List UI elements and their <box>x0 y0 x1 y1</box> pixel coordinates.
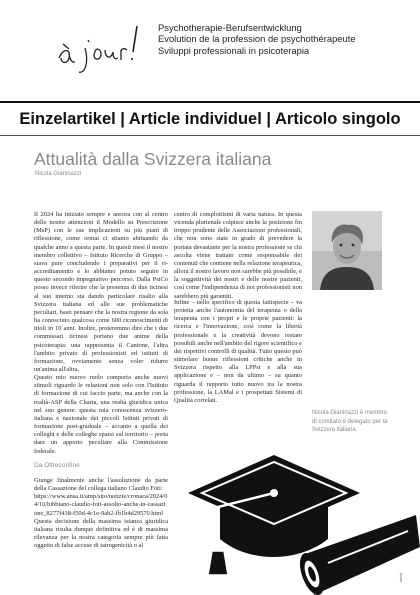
author-photo <box>312 211 382 290</box>
header-line-it: Sviluppi professionali in psicoterapia <box>158 44 310 56</box>
paragraph: Questa decisione della massima istanza giuridica italiana risulta dunque definitiva ed è di massima rilevanza per la nostra categoria sempre più fatta oggetto di false accuse di iatrogenicità o al <box>34 517 168 550</box>
header-line-fr: Evolution de la profession de psychothérapeute <box>158 33 356 45</box>
photo-caption: Nicola Gianinazzi è membro di comitato e delegato per la Svizzera italiana. <box>312 410 388 434</box>
paragraph: Questo mio nuovo ruolo comporta anche nuovi stimoli riguardo le relazioni non solo con l'Istituto di formazione di cui faccio parte, ma anche con la realtà-ASP della Charta, una realtà giuridica unica nel suo genere: questa mia conoscenza svizzero-italiana e nazionale dei piccoli Istituti privati di formazione post-graduale – accanto a quella dei colleghi e delle colleghe sparsi sul territorio – porta dare un apporto peculiare alla Commissione federale. <box>34 374 168 455</box>
section-banner: Einzelartikel | Article individuel | Articolo singolo <box>19 110 401 128</box>
paragraph: centro di complottismi di varia natura. In questa vicenda plurienale colpisce anche la posizione fin troppo prudente delle Associazioni professionali, che non sono state in grado di prevedere la portata devastante per la nostra professione se chi ascolta viene trattato come responsabile dei contenuti che contiene nella relazione terapeutica, allora il nostro lavoro non sarebbe più possibile, e la soggettività dei nostri e delle nostre pazienti, così come l'indipendenza di noi professionisti non sarebbero più garantiti. <box>174 211 302 300</box>
header-lines <box>158 22 356 56</box>
article-title: Attualità dalla Svizzera italiana <box>34 149 272 169</box>
article-column-1 <box>34 211 168 456</box>
top-rule <box>0 101 420 103</box>
paragraph: Il 2024 ha iniziato sempre e ancora con al centro delle nostre attenzioni il Modello su Prescrizione (MsP) con le sue implicazioni su più piani di riflessione, come ormai ci stiamo abituando da qualche anno a questa parte. In questi mesi il nostro membro collettivo – Istituto Ricerche di Gruppo – stava pure concludendo i preparativi per il ri-accreditamento e lo abbiamo potuto seguire in questo secondo impegnativo percorso. Dalla PsiCo posso invece riferire che la presenza di due ticinesi al suo interno sta dando particolare risalto alla Svizzera italiana ed alle sue problematiche peculiari, basti pensare che la nostra regione da sola ha conosciuto qualcosa come 600 riconoscimenti di titoli in 10 anni. Inoltre, proteremmo dire che i due commissari ticinesi portano due anime della psicoterapia: una rappresenta il Cantone, l'altra l'ambito privato di professionisti ed istituti di formazione, ovviamente senza voler ridurre un'anima all'altra. <box>34 211 168 373</box>
header-line-de: Psychotherapie-Berufsentwicklung <box>158 22 302 33</box>
article-column-1-continued <box>34 477 168 550</box>
bottom-rule <box>0 135 420 136</box>
subheading: Da Oltreconfine <box>34 462 80 469</box>
article-author: Nicola Gianinazzi <box>35 171 82 177</box>
article-link[interactable]: https://www.ansa.it/amp/sito/notizie/cronaca/2024/04/10/bibbiano-claudio-foti-assolto-anche-in-cassazione_8277f438-f50d-4c1e-9ab2-fb1b4d29570.html <box>34 493 168 517</box>
article-column-2 <box>174 211 302 301</box>
paragraph: Infine – nello specifico di questa fattispecie – va protetta anche l'autonomia del terapeuta o della terapeuta con i propri e le proprie pazienti: la ricerca e l'innovazione, così come la libertà professionale e la creatività devono restare possibili anche nell'ambito del rigore scientifico e dei rispettivi controlli di qualità. Tutto questo può stimolare buone riflessioni critiche anche in Svizzera rispetto alla LPPsi e alla sua applicazione e – non da ultimo – su quanto riguarda il rapporto tutto nuovo tra la nostra professione, la LAMal e i prospettati Sistemi di Qualità correlati. <box>174 299 302 404</box>
graduation-cap-and-diploma-icon <box>188 435 420 595</box>
paragraph: Giunge finalmente anche l'assoluzione da parte della Cassazione del collega italiano Claudio Foti: <box>34 477 168 493</box>
image-credit: stock <box>398 572 403 582</box>
article-column-2-continued <box>174 299 302 405</box>
a-jour-logo <box>55 18 150 80</box>
